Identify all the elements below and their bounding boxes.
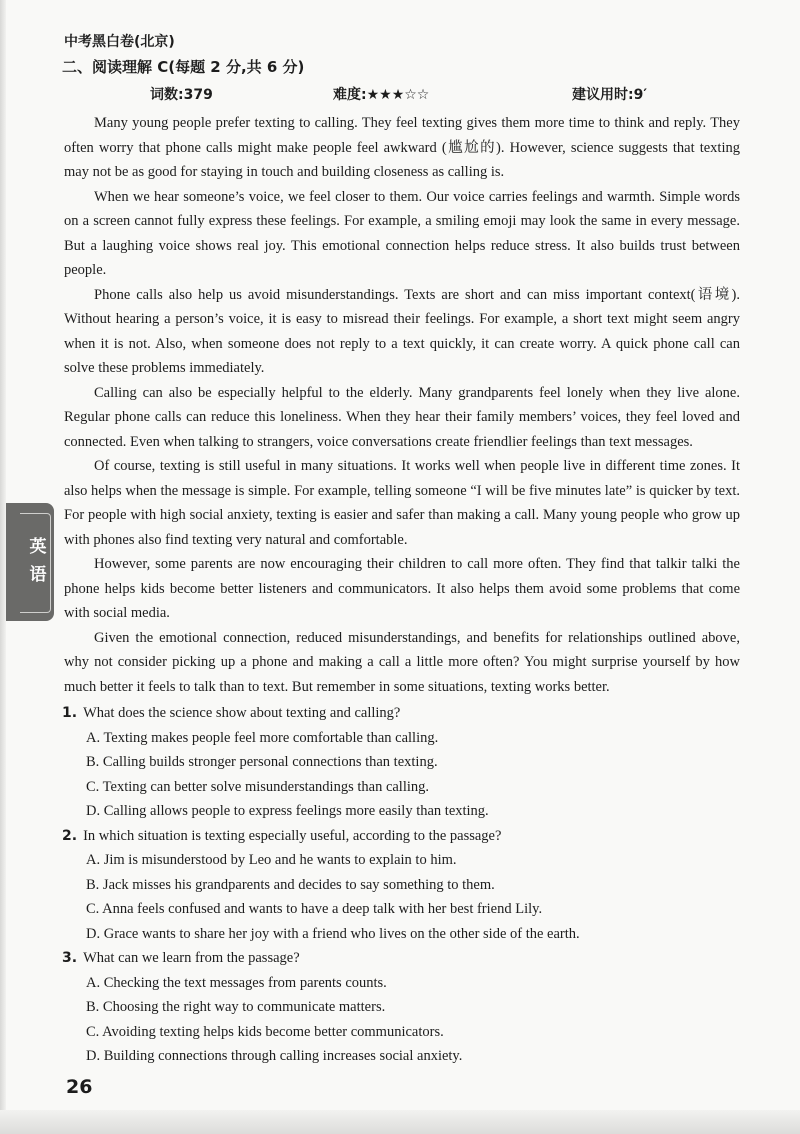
answer-option[interactable]: D. Building connections through calling increases social anxiety. xyxy=(86,1048,463,1064)
question-number: 1. xyxy=(62,705,78,721)
answer-option[interactable]: A. Texting makes people feel more comfortable than calling. xyxy=(86,729,439,746)
passage-meta-row xyxy=(0,84,800,106)
passage-paragraph: Calling can also be especially helpful to the elderly. Many grandparents feel lonely when they live alone. Regular phone calls can reduce this loneliness. When they hear their family members’ voices, they feel loved and connected. Even when talking to strangers, voice conversations create friendlier feelings than text messages. xyxy=(64,384,740,450)
answer-option[interactable]: C. Texting can better solve misunderstandings than calling. xyxy=(86,778,430,795)
answer-option[interactable]: B. Jack misses his grandparents and decides to say something to them. xyxy=(86,876,495,893)
passage-paragraph: However, some parents are now encouraging their children to call more often. They find that talkir talki the phone helps kids become better listeners and communicators. It also helps them avoid some problems that come with social media. xyxy=(64,556,740,621)
subject-label: 英语 xyxy=(29,537,47,585)
answer-option[interactable]: C. Anna feels confused and wants to have a deep talk with her best friend Lily. xyxy=(86,901,543,917)
question-stem xyxy=(62,946,742,971)
question-text: In which situation is texting especially useful, according to the passage? xyxy=(83,827,502,844)
question-1 xyxy=(62,701,742,824)
question-text: What does the science show about texting and calling? xyxy=(83,705,401,721)
question-number: 3. xyxy=(62,950,78,966)
question-2 xyxy=(62,824,742,947)
subject-side-tab xyxy=(6,503,54,621)
question-3 xyxy=(62,946,742,1069)
answer-option[interactable]: C. Avoiding texting helps kids become better communicators. xyxy=(86,1023,444,1040)
passage-paragraph: Given the emotional connection, reduced misunderstandings, and benefits for relationships outlined above, why not consider picking up a phone and making a call a little more often? You might surprise yourself by how much better it feels to talk than to text. But remember in some situations, texting works better. xyxy=(64,629,740,695)
question-text: What can we learn from the passage? xyxy=(83,950,300,966)
answer-option[interactable]: B. Calling builds stronger personal connections than texting. xyxy=(86,754,438,770)
question-stem xyxy=(62,824,742,849)
section-heading: 二、阅读理解 C(每题 2 分,共 6 分) xyxy=(62,58,305,76)
passage-paragraph: Many young people prefer texting to calling. They feel texting gives them more time to think and reply. They often worry that phone calls might make people feel awkward (尴尬的). However, science suggests that texting may not be as good for staying in touch and building closeness as calling is. xyxy=(64,115,740,180)
word-count: 词数:379 xyxy=(150,87,213,103)
passage-paragraph: Phone calls also help us avoid misunderstandings. Texts are short and can miss important context(语境). Without hearing a person’s voice, it is easy to misread their feelings. For example, a short text might seem angry when it is not. Also, when someone does not reply to a text quickly, it can create worry. A quick phone call can solve these problems immediately. xyxy=(64,286,740,376)
answer-option[interactable]: A. Jim is misunderstood by Leo and he wants to explain to him. xyxy=(86,852,457,868)
book-title: 中考黑白卷(北京) xyxy=(64,34,175,50)
answer-option[interactable]: D. Grace wants to share her joy with a friend who lives on the other side of the earth. xyxy=(86,925,580,942)
answer-option[interactable]: A. Checking the text messages from parents counts. xyxy=(86,974,387,991)
answer-option[interactable]: B. Choosing the right way to communicate matters. xyxy=(86,999,386,1015)
question-number: 2. xyxy=(62,827,78,844)
question-stem xyxy=(62,701,742,726)
passage-paragraph: Of course, texting is still useful in many situations. It works well when people live in different time zones. It also helps when the message is simple. For example, telling someone “I will be five minutes late” is quicker by text. For people with high social anxiety, texting is easier and safer than making a call. Many young people who grow up with phones also find texting very natural and comfortable. xyxy=(64,458,740,548)
answer-option[interactable]: D. Calling allows people to express feelings more easily than texting. xyxy=(86,803,489,819)
reading-passage xyxy=(64,111,740,699)
page-bottom-edge-shadow xyxy=(0,1110,800,1134)
difficulty-rating: 难度:★★★☆☆ xyxy=(333,87,430,103)
question-list xyxy=(62,701,742,1069)
passage-paragraph: When we hear someone’s voice, we feel closer to them. Our voice carries feelings and warmth. Simple words on a screen cannot fully express these feelings. For example, a smiling emoji may look the same in every message. But a laughing voice shows real joy. This emotional connection helps reduce stress. It also builds trust between people. xyxy=(64,188,740,278)
page-number: 26 xyxy=(66,1076,93,1098)
suggested-time: 建议用时:9′ xyxy=(572,87,648,103)
